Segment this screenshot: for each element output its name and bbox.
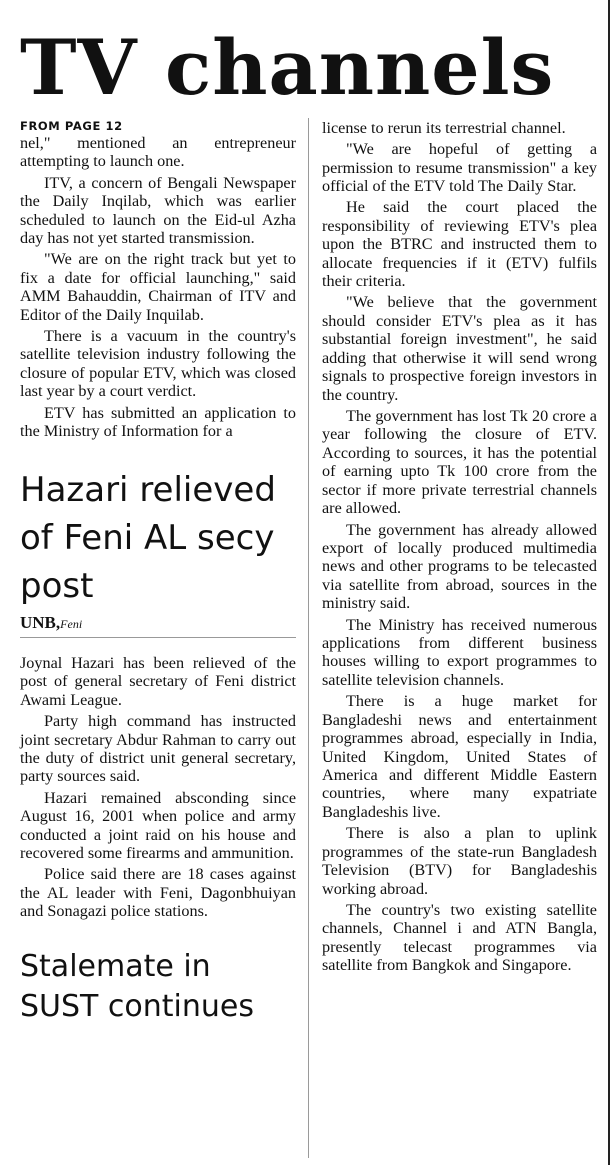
article-paragraph: ITV, a concern of Bengali Newspaper the Daily Inqilab, which was earlier scheduled to launch on the Eid-ul Azha day has not yet started transmission. [20,173,296,248]
continuation-kicker: FROM PAGE 12 [20,119,123,133]
article-paragraph: There is a huge market for Bangladeshi news and entertainment programmes abroad, especially in India, United Kingdom, United States of America and different Middle Eastern countries, where many expatriate Bangladeshis live. [322,692,597,821]
article-paragraph: There is also a plan to uplink programmes of the state-run Bangladesh Television (BTV) for Bangladeshis working abroad. [322,824,597,898]
article-paragraph: "We are on the right track but yet to fix a date for official launching," said AMM Bahauddin, Chairman of ITV and Editor of the Daily Inquilab. [20,250,296,324]
article-paragraph: ETV has submitted an application to the Ministry of Information for a [20,403,296,440]
byline [20,614,296,637]
article-paragraph: "We believe that the government should consider ETV's plea as it has substantial foreign investment", he said adding that otherwise it will send wrong signals to prospective foreign investors in the country. [322,293,597,404]
article-paragraph: license to rerun its terrestrial channel. [322,119,566,137]
article-paragraph: The country's two existing satellite channels, Channel i and ATN Bangla, presently telecast programmes via satellite from Bangkok and Singapore. [322,900,597,975]
story-headline-sust: Stalemate in SUST continues [20,948,254,1024]
right-column [322,119,597,977]
article-paragraph: "We are hopeful of getting a permission to resume transmission" a key official of the ETV told The Daily Star. [322,140,597,196]
story-headline-hazari: Hazari relieved of Feni AL secy post [20,470,276,607]
article-paragraph: There is a vacuum in the country's satellite television industry following the closure of popular ETV, which was closed last year by a court verdict. [20,326,296,401]
byline-agency: UNB, [20,613,61,633]
article-paragraph: He said the court placed the responsibility of reviewing ETV's plea upon the BTRC and instructed them to allocate frequencies if it (ETV) fulfils their criteria. [322,198,597,291]
story-paragraph: Police said there are 18 cases against the AL leader with Feni, Dagonbhuiyan and Sonagazi police stations. [20,865,296,921]
left-column [20,118,296,1027]
article-paragraph: The government has lost Tk 20 crore a year following the closure of ETV. According to sources, it has the potential of earning upto Tk 100 crore from the sector if more private terrestrial channels are allowed. [322,406,597,518]
story-paragraph: Hazari remained absconding since August 16, 2001 when police and army conducted a joint raid on his house and recovered some firearms and ammunition. [20,788,296,863]
page-headline: TV channels [20,23,555,112]
article-paragraph: nel," mentioned an entrepreneur attempting to launch one. [20,134,296,171]
article-paragraph: The Ministry has received numerous applications from different business houses willing to export programmes to satellite television channels. [322,615,597,689]
article-paragraph: The government has already allowed export of locally produced multimedia news and other programs to be telecasted via satellite from abroad, sources in the ministry said. [322,520,597,613]
byline-place: Feni [60,617,83,632]
story-paragraph: Party high command has instructed joint secretary Abdur Rahman to carry out the duty of district unit general secretary, party sources said. [20,712,296,786]
column-divider [308,118,309,1158]
story-paragraph: Joynal Hazari has been relieved of the post of general secretary of Feni district Awami League. [20,653,296,709]
